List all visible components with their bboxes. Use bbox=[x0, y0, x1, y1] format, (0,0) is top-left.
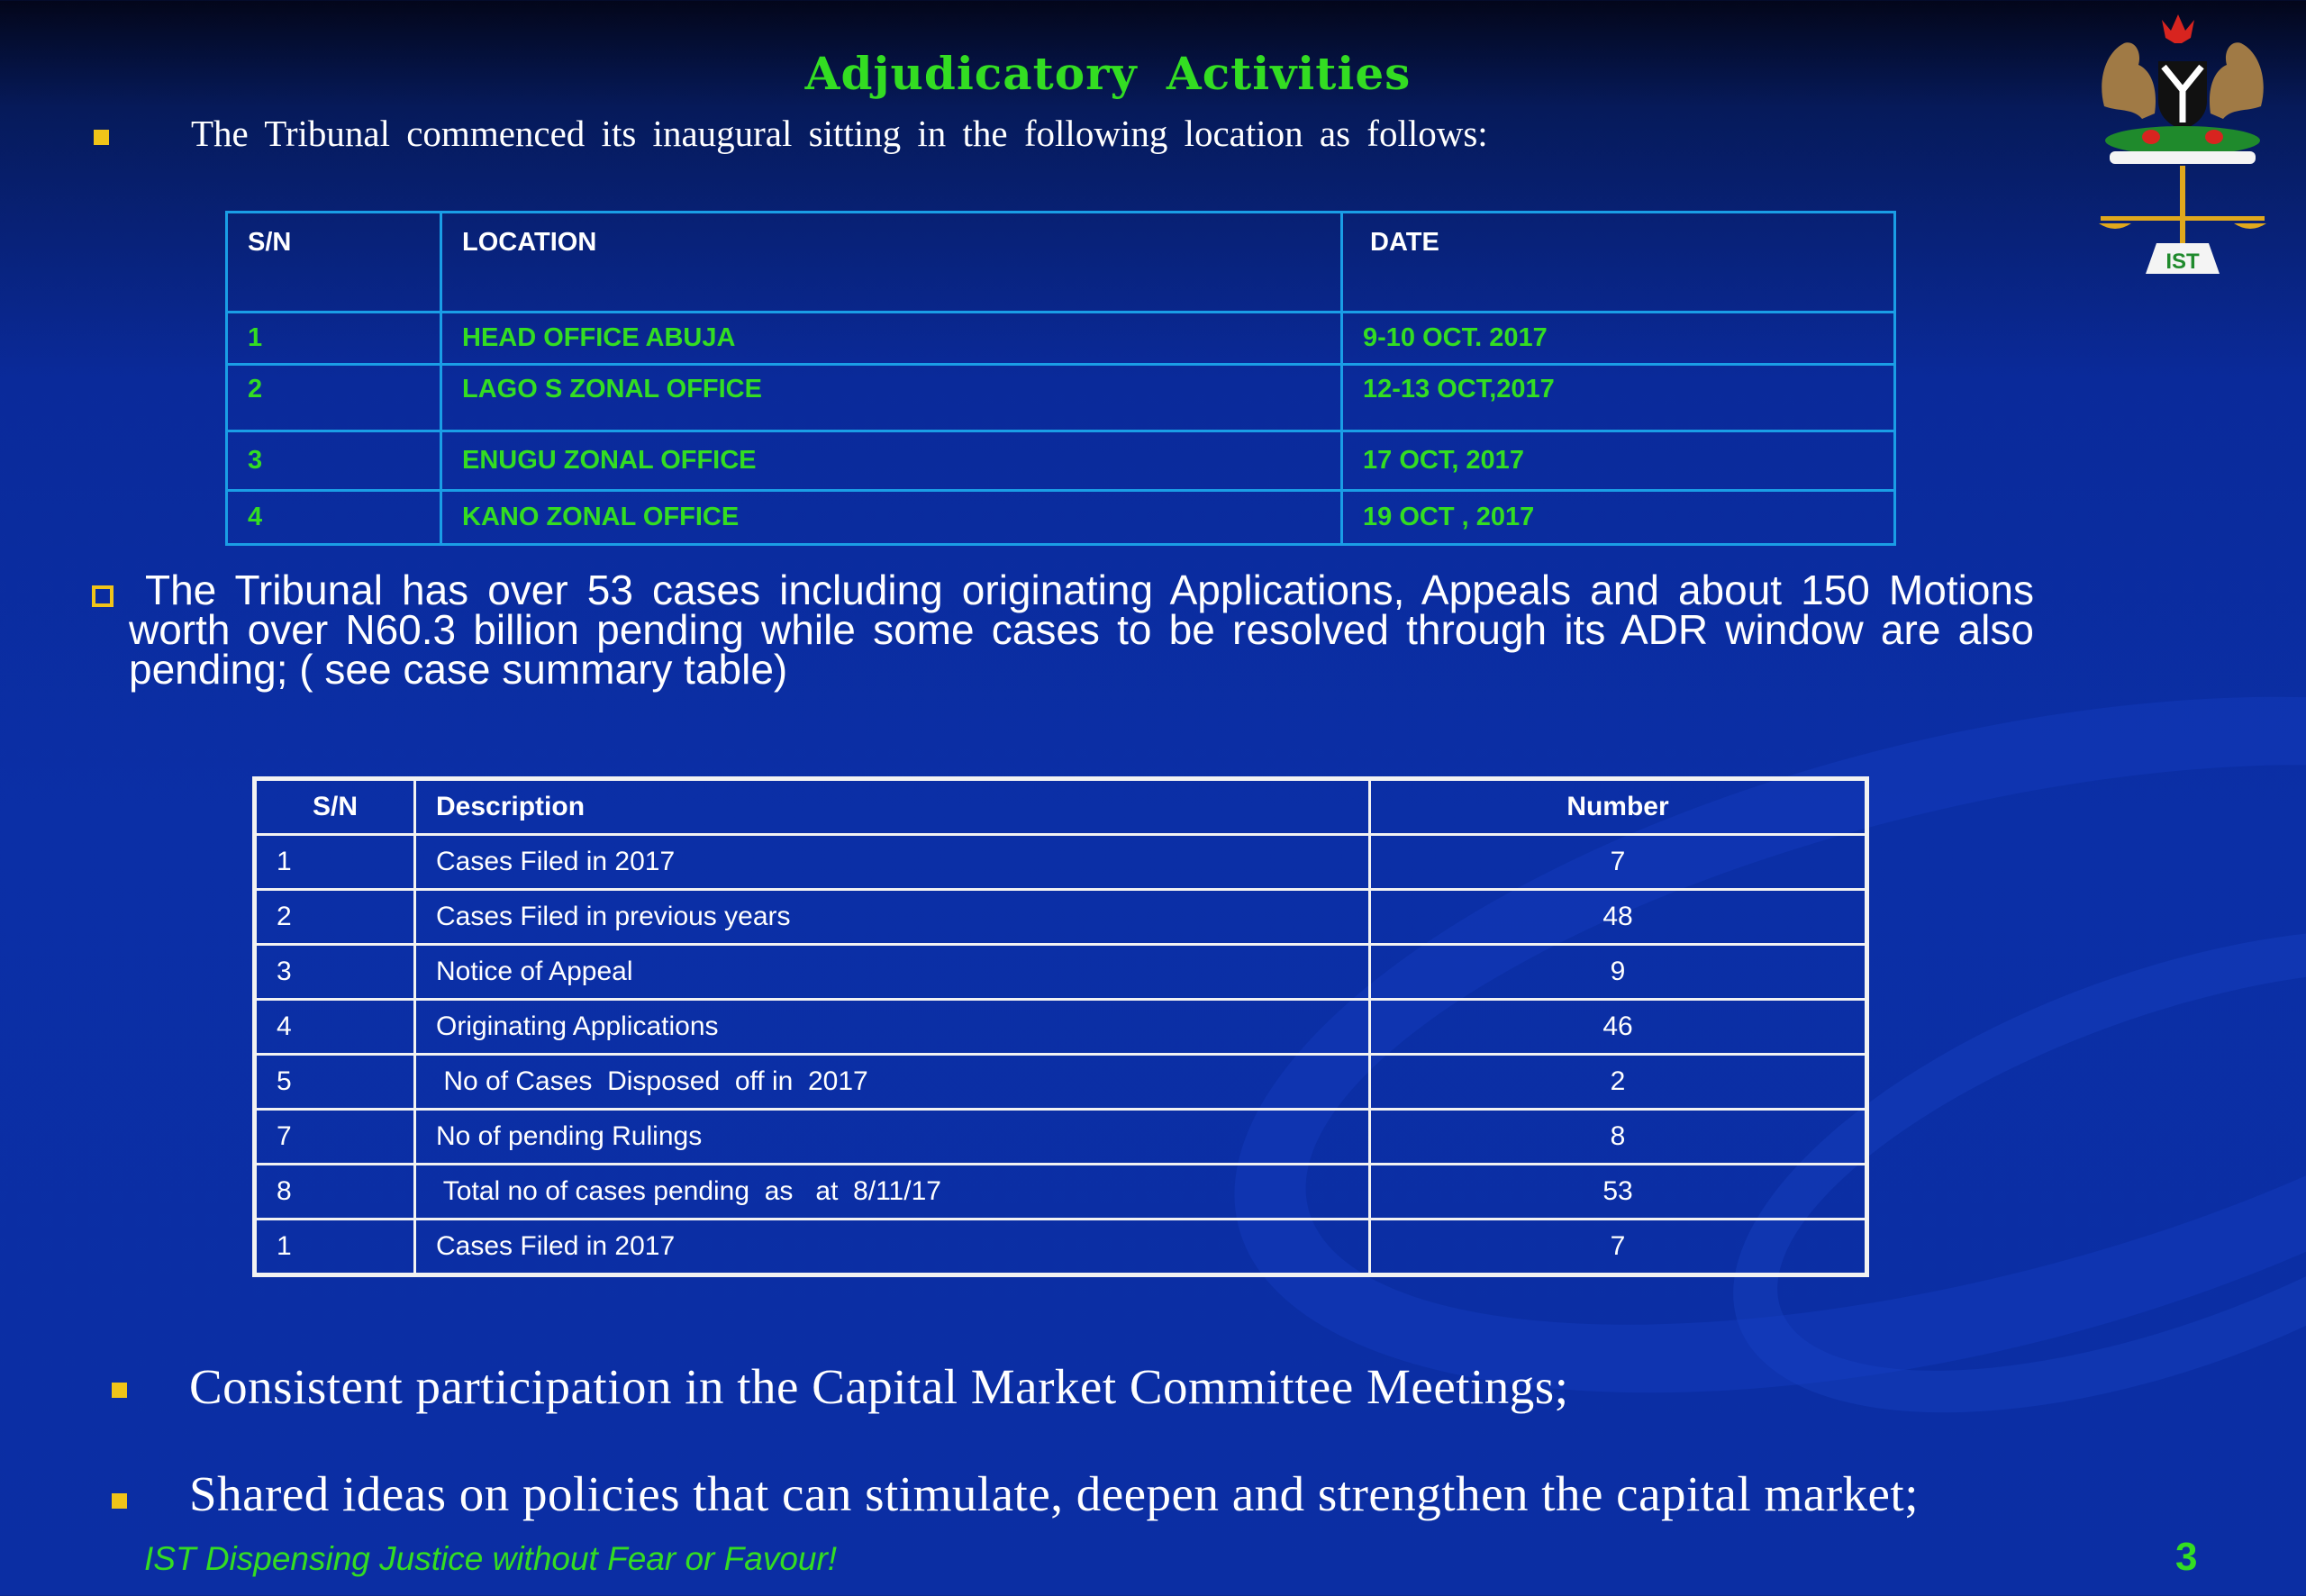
table-header-row bbox=[255, 779, 1867, 835]
column-header-sn: S/N bbox=[227, 213, 441, 313]
cell-number: 53 bbox=[1370, 1165, 1867, 1220]
cell-date: 19 OCT , 2017 bbox=[1342, 491, 1895, 545]
table-row bbox=[227, 313, 1895, 365]
cell-number: 48 bbox=[1370, 890, 1867, 945]
table-row bbox=[227, 431, 1895, 491]
bullet-marker bbox=[94, 130, 109, 145]
cell-sn: 3 bbox=[255, 945, 415, 1000]
paragraph-text: The Tribunal has over 53 cases including originating Applications, Appeals and about 150 Motions worth over N60.3 billion pending while some cases to be resolved through its ADR window are also pending; ( see case summary table) bbox=[129, 567, 2034, 693]
cell-date: 17 OCT, 2017 bbox=[1342, 431, 1895, 491]
table-row bbox=[227, 365, 1895, 431]
column-header-description: Description bbox=[415, 779, 1370, 835]
cell-description: No of Cases Disposed off in 2017 bbox=[415, 1055, 1370, 1110]
cell-sn: 1 bbox=[255, 1220, 415, 1275]
column-header-sn: S/N bbox=[255, 779, 415, 835]
cell-description: Cases Filed in 2017 bbox=[415, 1220, 1370, 1275]
cell-number: 8 bbox=[1370, 1110, 1867, 1165]
table-row bbox=[255, 1165, 1867, 1220]
slide-title: Adjudicatory Activities bbox=[804, 47, 1412, 100]
cell-location: HEAD OFFICE ABUJA bbox=[441, 313, 1342, 365]
column-header-location: LOCATION bbox=[441, 213, 1342, 313]
cell-sn: 7 bbox=[255, 1110, 415, 1165]
bullet-marker-hollow bbox=[92, 585, 113, 607]
cases-summary-table bbox=[252, 776, 1869, 1277]
cell-location: ENUGU ZONAL OFFICE bbox=[441, 431, 1342, 491]
cell-description: Cases Filed in 2017 bbox=[415, 835, 1370, 890]
cell-number: 7 bbox=[1370, 835, 1867, 890]
table-row bbox=[227, 491, 1895, 545]
bullet-shared-ideas: Shared ideas on policies that can stimulate, deepen and strengthen the capital market; bbox=[189, 1466, 1919, 1521]
column-header-date: DATE bbox=[1342, 213, 1895, 313]
bullet-marker bbox=[112, 1493, 127, 1509]
cell-description: Originating Applications bbox=[415, 1000, 1370, 1055]
cell-description: Total no of cases pending as at 8/11/17 bbox=[415, 1165, 1370, 1220]
cell-number: 7 bbox=[1370, 1220, 1867, 1275]
logo-ist-text: IST bbox=[2165, 249, 2200, 274]
bullet-capital-market-meetings: Consistent participation in the Capital Market Committee Meetings; bbox=[189, 1359, 1569, 1414]
cell-sn: 4 bbox=[227, 491, 441, 545]
table-row bbox=[255, 1220, 1867, 1275]
cell-sn: 4 bbox=[255, 1000, 415, 1055]
table-row bbox=[255, 835, 1867, 890]
footer-motto: IST Dispensing Justice without Fear or Favour! bbox=[144, 1540, 838, 1577]
cell-sn: 2 bbox=[255, 890, 415, 945]
cell-number: 9 bbox=[1370, 945, 1867, 1000]
cell-date: 9-10 OCT. 2017 bbox=[1342, 313, 1895, 365]
cell-sn: 2 bbox=[227, 365, 441, 431]
cell-location: LAGO S ZONAL OFFICE bbox=[441, 365, 1342, 431]
table-header-row bbox=[227, 213, 1895, 313]
cell-number: 46 bbox=[1370, 1000, 1867, 1055]
bullet-marker bbox=[112, 1383, 127, 1398]
cell-location: KANO ZONAL OFFICE bbox=[441, 491, 1342, 545]
cases-paragraph bbox=[129, 567, 2034, 693]
intro-text: The Tribunal commenced its inaugural sitting in the following location as follows: bbox=[191, 113, 1488, 154]
cell-sn: 5 bbox=[255, 1055, 415, 1110]
cell-description: Notice of Appeal bbox=[415, 945, 1370, 1000]
cell-description: Cases Filed in previous years bbox=[415, 890, 1370, 945]
table-row bbox=[255, 1055, 1867, 1110]
locations-table bbox=[225, 211, 1896, 546]
page-number: 3 bbox=[2175, 1535, 2198, 1579]
table-row bbox=[255, 1110, 1867, 1165]
cell-date: 12-13 OCT,2017 bbox=[1342, 365, 1895, 431]
cell-number: 2 bbox=[1370, 1055, 1867, 1110]
cell-description: No of pending Rulings bbox=[415, 1110, 1370, 1165]
table-row bbox=[255, 945, 1867, 1000]
table-row bbox=[255, 890, 1867, 945]
coat-of-arms-logo bbox=[2088, 7, 2277, 274]
column-header-number: Number bbox=[1370, 779, 1867, 835]
cell-sn: 3 bbox=[227, 431, 441, 491]
cell-sn: 1 bbox=[227, 313, 441, 365]
cell-sn: 8 bbox=[255, 1165, 415, 1220]
table-row bbox=[255, 1000, 1867, 1055]
cell-sn: 1 bbox=[255, 835, 415, 890]
